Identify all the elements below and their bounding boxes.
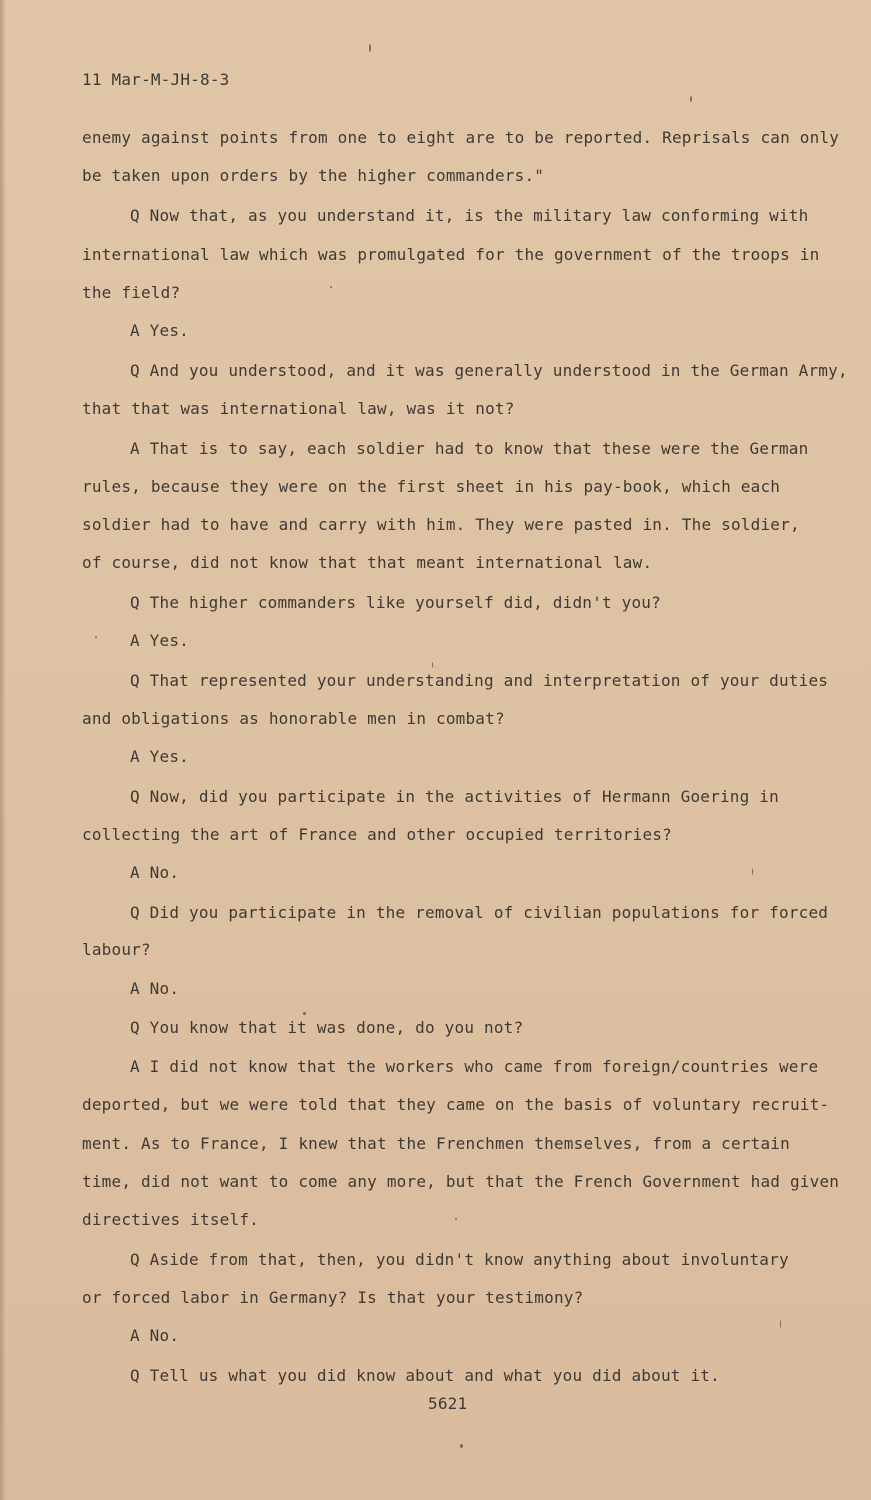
paper-speck bbox=[460, 1444, 463, 1448]
text-line: rules, because they were on the first sheet in his pay-book, which each bbox=[82, 477, 781, 496]
paper-edge-shadow bbox=[0, 0, 6, 1500]
paper-speck bbox=[303, 1012, 306, 1015]
text-line: A Yes. bbox=[130, 631, 189, 650]
page-header: 11 Mar-M-JH-8-3 bbox=[82, 70, 230, 89]
text-line: ment. As to France, I knew that the Frenchmen themselves, from a certain bbox=[82, 1134, 790, 1153]
text-line: A I did not know that the workers who came from foreign/countries were bbox=[130, 1057, 819, 1076]
text-line: A No. bbox=[130, 1326, 180, 1345]
text-line: Q And you understood, and it was generally understood in the German Army, bbox=[130, 361, 848, 380]
text-line: Q The higher commanders like yourself did, didn't you? bbox=[130, 593, 661, 612]
text-line: enemy against points from one to eight are to be reported. Reprisals can only bbox=[82, 128, 840, 147]
text-line: that that was international law, was it not? bbox=[82, 399, 515, 418]
paper-speck bbox=[369, 44, 371, 52]
paper-speck bbox=[455, 1218, 457, 1220]
text-line: A Yes. bbox=[130, 321, 189, 340]
text-line: Q Aside from that, then, you didn't know anything about involuntary bbox=[130, 1250, 789, 1269]
text-line: directives itself. bbox=[82, 1210, 259, 1229]
text-line: A Yes. bbox=[130, 747, 189, 766]
text-line: be taken upon orders by the higher commanders." bbox=[82, 166, 545, 185]
text-line: A That is to say, each soldier had to know that these were the German bbox=[130, 439, 809, 458]
paper-speck bbox=[95, 636, 97, 638]
text-line: Q That represented your understanding and interpretation of your duties bbox=[130, 671, 829, 690]
text-line: of course, did not know that that meant international law. bbox=[82, 553, 653, 572]
text-line: soldier had to have and carry with him. They were pasted in. The soldier, bbox=[82, 515, 800, 534]
text-line: A No. bbox=[130, 863, 180, 882]
text-line: and obligations as honorable men in combat? bbox=[82, 709, 505, 728]
paper-speck bbox=[690, 96, 692, 102]
text-line: Q Did you participate in the removal of civilian populations for forced bbox=[130, 903, 829, 922]
text-line: Q You know that it was done, do you not? bbox=[130, 1018, 524, 1037]
text-line: A No. bbox=[130, 979, 180, 998]
paper-speck bbox=[752, 868, 753, 875]
text-line: or forced labor in Germany? Is that your testimony? bbox=[82, 1288, 584, 1307]
text-line: time, did not want to come any more, but that the French Government had given bbox=[82, 1172, 840, 1191]
page-number: 5621 bbox=[428, 1394, 468, 1413]
paper-speck bbox=[330, 286, 332, 288]
text-line: the field? bbox=[82, 283, 181, 302]
text-line: labour? bbox=[82, 940, 151, 959]
text-line: Q Tell us what you did know about and what you did about it. bbox=[130, 1366, 720, 1385]
text-line: Q Now, did you participate in the activities of Hermann Goering in bbox=[130, 787, 779, 806]
text-line: international law which was promulgated for the government of the troops in bbox=[82, 245, 820, 264]
paper-speck bbox=[432, 662, 433, 668]
text-line: deported, but we were told that they came on the basis of voluntary recruit- bbox=[82, 1095, 830, 1114]
text-line: Q Now that, as you understand it, is the military law conforming with bbox=[130, 206, 809, 225]
text-line: collecting the art of France and other occupied territories? bbox=[82, 825, 672, 844]
paper-speck bbox=[780, 1320, 781, 1328]
